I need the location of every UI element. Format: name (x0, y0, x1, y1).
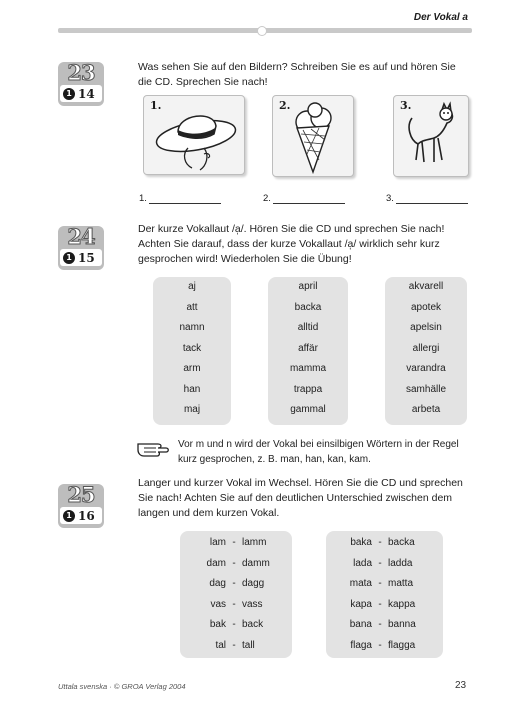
word: backa (294, 301, 322, 313)
word-pair (326, 533, 443, 554)
picture-card-3 (393, 95, 469, 177)
word-pair (180, 554, 292, 575)
answer-number: 2. (263, 193, 271, 204)
word-pair (326, 595, 443, 616)
ice-cream-icon (273, 96, 353, 176)
short-vowel-word: matta (388, 578, 414, 589)
word: april (298, 281, 318, 292)
short-vowel-word: tall (242, 639, 255, 651)
cd-track (60, 249, 102, 266)
separator: - (232, 598, 236, 610)
long-vowel-word: lam (209, 537, 226, 548)
answer-number: 1. (139, 193, 147, 204)
answer-field-1[interactable] (139, 193, 221, 204)
cd-icon: 1 (63, 510, 75, 522)
cd-track-number: 15 (78, 250, 95, 265)
word: arm (183, 363, 201, 374)
word: apelsin (410, 322, 442, 333)
long-vowel-word: mata (349, 578, 372, 589)
word: aj (188, 281, 196, 292)
long-vowel-word: dag (209, 578, 226, 589)
long-vowel-word: dam (206, 557, 226, 569)
word-pair (326, 574, 443, 595)
word-column-1 (153, 277, 231, 425)
cd-track-number: 16 (78, 508, 95, 523)
picture-number: 1. (150, 99, 162, 112)
cat-icon (394, 96, 468, 176)
word-pair (180, 595, 292, 616)
footer-credit: Uttala svenska · © GROA Verlag 2004 (58, 682, 186, 691)
word: varandra (406, 363, 446, 374)
word: tack (182, 342, 202, 354)
separator: - (232, 557, 236, 569)
word: arbeta (411, 404, 441, 415)
exercise-number: 23 (67, 60, 95, 85)
word-pair (180, 636, 292, 657)
exercise-instruction: Was sehen Sie auf den Bildern? Schreiben Sie es auf und hören Sie die CD. Sprechen Sie nach! (138, 61, 456, 88)
short-vowel-word: damm (242, 557, 270, 569)
long-vowel-word: baka (350, 537, 372, 548)
exercise-number: 24 (67, 224, 95, 249)
word-pair (326, 554, 443, 575)
exercise-badge-24 (58, 226, 104, 270)
long-vowel-word: bana (349, 619, 372, 630)
short-vowel-word: vass (242, 598, 263, 610)
separator: - (378, 578, 382, 589)
exercise-instruction: Der kurze Vokallaut /a̩/. Hören Sie die CD und sprechen Sie nach! Achten Sie darauf, dass der kurze Vokallaut /a̩/ wirklich sehr kurz gesprochen wird! Wiederholen Sie die Übung! (138, 223, 445, 265)
long-vowel-word: bak (209, 619, 226, 630)
long-vowel-word: vas (210, 598, 226, 610)
cd-track (60, 85, 102, 102)
picture-number: 3. (400, 99, 412, 112)
separator: - (378, 598, 382, 610)
word: maj (183, 404, 201, 415)
long-vowel-word: lada (353, 557, 372, 569)
separator: - (378, 639, 382, 651)
short-vowel-word: ladda (388, 557, 413, 569)
separator: - (232, 578, 236, 589)
word: samhälle (405, 383, 447, 395)
separator: - (378, 619, 382, 630)
answer-line[interactable] (149, 193, 221, 204)
word: mamma (289, 363, 327, 374)
short-vowel-word: backa (388, 537, 415, 548)
short-vowel-word: flagga (388, 639, 416, 651)
cd-icon: 1 (63, 252, 75, 264)
separator: - (378, 557, 382, 569)
word-pair (180, 574, 292, 595)
word-column-3 (385, 277, 467, 425)
cd-icon: 1 (63, 88, 75, 100)
word-pair (326, 636, 443, 657)
exercise-instruction: Langer und kurzer Vokal im Wechsel. Hören Sie die CD und sprechen Sie nach! Achten Sie auf den deutlichen Unterschied zwischen dem langen und dem kurzen Vokal. (138, 477, 463, 519)
separator: - (232, 639, 236, 651)
word-column-2 (268, 277, 348, 425)
rule-note: Vor m und n wird der Vokal bei einsilbigen Wörtern in der Regel kurz gesprochen, z. B. man, han, kan, kam. (178, 439, 459, 465)
page-number: 23 (455, 680, 467, 691)
long-vowel-word: kapa (350, 598, 372, 610)
picture-number: 2. (279, 99, 291, 112)
short-vowel-word: kappa (388, 598, 416, 610)
answer-field-3[interactable] (386, 193, 468, 204)
word-pair (326, 615, 443, 636)
cd-track-number: 14 (78, 86, 95, 101)
word: att (186, 301, 198, 313)
exercise-badge-23 (58, 62, 104, 106)
word: namn (179, 322, 205, 333)
picture-card-2 (272, 95, 354, 177)
word: han (183, 383, 201, 395)
separator: - (232, 619, 236, 630)
word: gammal (290, 404, 326, 415)
short-vowel-word: dagg (242, 578, 265, 589)
chapter-title: Der Vokal a (413, 12, 468, 23)
short-vowel-word: back (242, 619, 264, 630)
exercise-number: 25 (67, 482, 95, 507)
word: affär (298, 342, 318, 354)
separator: - (378, 537, 382, 548)
picture-card-1 (143, 95, 245, 175)
word: apotek (410, 301, 442, 313)
short-vowel-word: lamm (242, 537, 267, 548)
answer-number: 3. (386, 193, 394, 204)
word: trappa (293, 383, 323, 395)
long-vowel-word: tal (215, 639, 226, 651)
word-pair (180, 615, 292, 636)
answer-line[interactable] (396, 193, 468, 204)
exercise-badge-25 (58, 484, 104, 528)
word: alltid (297, 322, 319, 333)
long-vowel-word: flaga (350, 639, 372, 651)
header-divider-dot (257, 26, 267, 36)
separator: - (232, 537, 236, 548)
cd-track (60, 507, 102, 524)
word-pair (180, 533, 292, 554)
answer-line[interactable] (273, 193, 345, 204)
answer-field-2[interactable] (263, 193, 345, 204)
hat-icon (144, 96, 244, 174)
pointing-hand-icon (136, 438, 172, 460)
minimal-pairs-right (326, 531, 443, 658)
word: akvarell (408, 281, 444, 292)
minimal-pairs-left (180, 531, 292, 658)
word: allergi (412, 342, 440, 354)
short-vowel-word: banna (388, 619, 416, 630)
